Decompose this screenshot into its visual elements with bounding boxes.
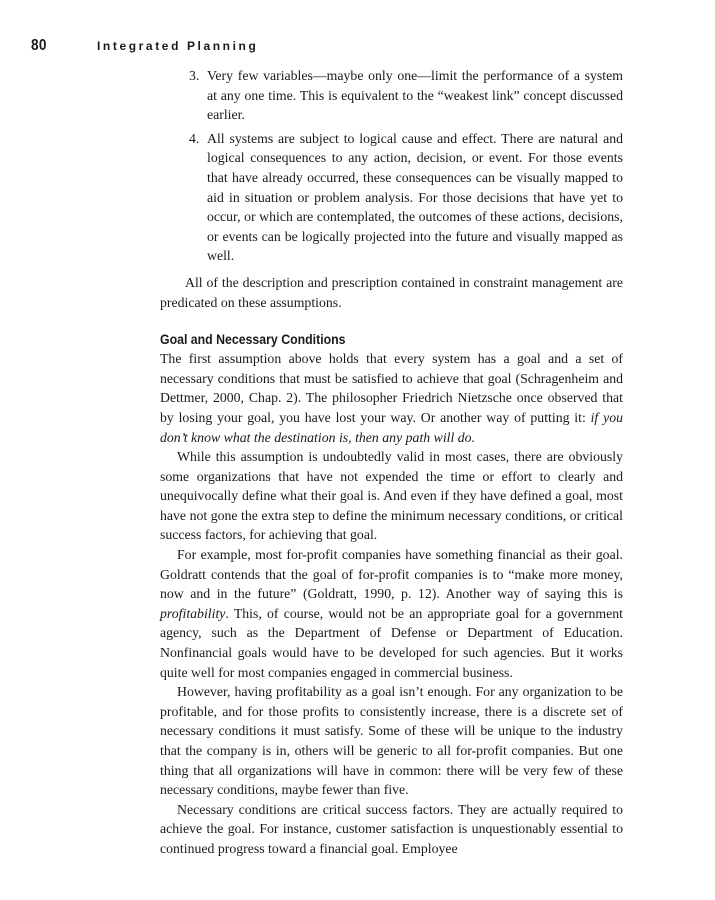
page-body <box>160 66 623 859</box>
list-item-number: 3. <box>189 68 200 83</box>
page-number: 80 <box>31 37 47 54</box>
paragraph-text: . This, of course, would not be an appropriate goal for a government agency, such as the Department of Defense or Department of Education. Nonfinancial goals would have to be developed for such agencies. But it works quite well for most companies engaged in commercial business. <box>160 605 623 680</box>
body-paragraph: However, having profitability as a goal isn’t enough. For any organization to be profitable, and for those profits to consistently increase, there is a discrete set of necessary conditions it must satisfy. Some of these will be unique to the industry that the company is in, others will be generic to all for-profit companies. But one thing that all organizations will have in common: there will be very few of these necessary conditions, maybe fewer than five. <box>160 684 623 798</box>
list-item <box>160 129 623 266</box>
body-paragraph: While this assumption is undoubtedly valid in most cases, there are obviously some organizations that have not expended the time or effort to clearly and unequivocally define what their goal is. And even if they have defined a goal, most have not gone the extra step to define the minimum necessary conditions, or critical success factors, for achieving that goal. <box>160 449 623 543</box>
emphasized-text: if you don’t know what the destination is, then any path will do. <box>160 409 623 445</box>
body-paragraph: Necessary conditions are critical success factors. They are actually required to achieve the goal. For instance, customer satisfaction is unquestionably essential to continued progress toward a financial goal. Employee <box>160 801 623 856</box>
summary-paragraph: All of the description and prescription contained in constraint management are predicated on these assumptions. <box>160 274 623 310</box>
running-title: Integrated Planning <box>97 39 259 53</box>
list-item-number: 4. <box>189 130 200 146</box>
body-paragraph <box>160 349 623 447</box>
numbered-list <box>160 66 623 266</box>
body-paragraph <box>160 545 623 682</box>
paragraph-text: For example, most for-profit companies have something financial as their goal. Goldratt contends that the goal of for-profit companies is to “make more money, now and in the future” (Goldratt, 1990, p. 12). Another way of saying this is <box>160 547 623 602</box>
list-item-text: Very few variables—maybe only one—limit the performance of a system at any one time. This is equivalent to the “weakest link” concept discussed earlier. <box>207 68 623 123</box>
paragraph-text: The first assumption above holds that every system has a goal and a set of necessary conditions that must be satisfied to achieve that goal (Schragenheim and Dettmer, 2000, Chap. 2). The philosopher Friedrich Nietzsche once observed that by losing your goal, you have lost your way. Or another way of putting it: <box>160 351 623 425</box>
emphasized-text: profitability <box>160 605 226 621</box>
section-heading: Goal and Necessary Conditions <box>160 331 346 348</box>
list-item <box>160 66 623 125</box>
list-item-text: All systems are subject to logical cause and effect. There are natural and logical consequences to any action, decision, or event. For those events that have already occurred, these consequences can be visually mapped to aid in situation or problem analysis. For those decisions that have yet to occur, or which are contemplated, the outcomes of these actions, decisions, or events can be logically projected into the future and visually mapped as well. <box>207 130 623 264</box>
